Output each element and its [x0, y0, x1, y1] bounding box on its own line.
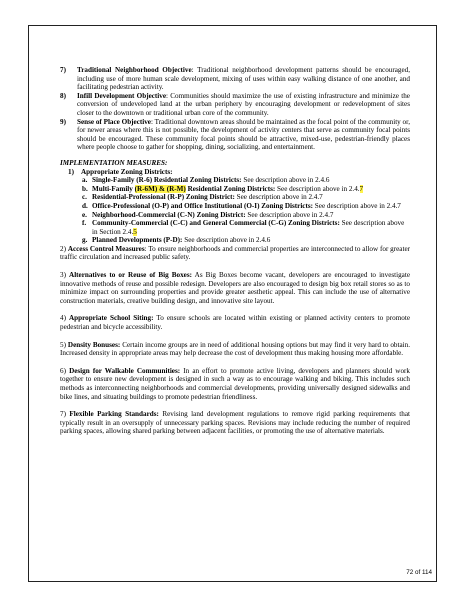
item-text: See description above in 2.4.7	[245, 210, 334, 219]
objective-text: : Traditional neighborhood development patterns should be encouraged, including use of more human scale development, mixing of uses within easy walking distance of one another, and facilitating pedestrian activity.	[77, 66, 410, 92]
objective-title: Sense of Place Objective	[77, 117, 151, 126]
zoning-item-e	[82, 211, 410, 220]
item-letter: e.	[82, 210, 87, 219]
item-text: See description above in 2.4.7	[234, 193, 323, 202]
objective-9	[60, 118, 410, 152]
measure-number: 5)	[60, 340, 66, 349]
zoning-item-f	[82, 219, 410, 236]
measure-title: Access Control Measures	[67, 244, 145, 253]
page-number: 72 of 114	[406, 569, 432, 576]
measure-title: Alternatives to or Reuse of Big Boxes:	[69, 271, 192, 280]
measure-title: Flexible Parking Standards:	[69, 410, 159, 419]
item-title: Residential-Professional (R-P) Zoning District:	[92, 193, 235, 202]
measure-title: Density Bonuses:	[67, 340, 121, 349]
item-text: See description above in 2.4.6	[182, 236, 271, 245]
objective-text: : Traditional downtown areas should be maintained as the focal point of the community or, for newer areas where this is not possible, the development of activity centers that serve as community focal points should be encouraged. These community focal points should be attractive, mixed-use, pedestrian-friendly places where people choose to gather for shopping, dining, socializing, and entertainment.	[77, 117, 410, 152]
measure-1-heading	[68, 168, 410, 177]
objective-number: 9)	[60, 117, 66, 126]
item-letter: d.	[82, 201, 88, 210]
measure-2	[60, 245, 410, 262]
item-letter: a.	[82, 176, 88, 185]
zoning-item-c	[82, 193, 410, 202]
objective-title: Traditional Neighborhood Objective	[77, 66, 192, 74]
measure-4	[60, 314, 410, 331]
measure-title: Appropriate School Siting:	[68, 314, 154, 323]
measure-number: 1)	[68, 167, 74, 176]
measure-text: Certain income groups are in need of additional housing options but may find it very hard to obtain. Increased density in appropriate areas may help decrease the cost of development thus making housing more affordable.	[60, 340, 410, 358]
measure-title: Appropriate Zoning Districts:	[81, 167, 173, 176]
item-text: See description above in Section 2.4.	[92, 219, 405, 236]
item-letter: f.	[82, 219, 87, 228]
document-body	[60, 66, 410, 443]
item-title: Community-Commercial (C-C) and General Commercial (C-G) Zoning Districts:	[92, 219, 340, 228]
highlighted-zoning-codes: (R-6M) & (R-M)	[134, 184, 186, 193]
item-title: Neighborhood-Commercial (C-N) Zoning District:	[92, 210, 246, 219]
item-title: Office-Professional (O-P) and Office Institutional (O-I) Zoning Districts:	[92, 201, 314, 210]
item-letter: c.	[82, 193, 87, 202]
measure-3	[60, 271, 410, 305]
objective-text: : Communities should maximize the use of existing infrastructure and minimize the conversion of undeveloped land at the urban periphery by encouraging development or redevelopment of sites closer to the downtown or traditional urban core of the community.	[77, 91, 410, 117]
measure-text: To ensure schools are located within existing or planned activity centers to promote pedestrian and bicycle accessibility.	[60, 314, 410, 332]
measure-text: In an effort to promote active living, developers and planners should work together to ensure new development is designed in such a way as to encourage walking and biking. This includes such methods as interconnecting neighborhoods and commercial developments, providing universally designed sidewalks and bike lines, and situating buildings to promote pedestrian friendliness.	[60, 366, 410, 401]
measure-5	[60, 341, 410, 358]
item-text: See description above in 2.4.6	[241, 176, 330, 185]
objective-7	[60, 66, 410, 92]
measure-number: 2)	[60, 244, 66, 253]
item-text: See description above in 2.4.	[275, 184, 360, 193]
objective-8	[60, 92, 410, 118]
implementation-heading: IMPLEMENTATION MEASURES:	[60, 158, 168, 167]
measure-number: 4)	[60, 314, 66, 323]
item-text: See description above in 2.4.7	[313, 201, 401, 210]
zoning-item-a	[82, 176, 410, 185]
zoning-item-g	[82, 236, 410, 245]
measure-title: Design for Walkable Communities:	[69, 366, 181, 375]
objective-number: 7)	[60, 66, 66, 74]
item-letter: b.	[82, 184, 88, 193]
measure-6	[60, 367, 410, 401]
highlighted-section-digit: 7	[359, 184, 364, 193]
measure-number: 3)	[60, 271, 66, 280]
item-title-end: Residential Zoning Districts:	[185, 184, 276, 193]
item-letter: g.	[82, 236, 88, 245]
measure-number: 6)	[60, 366, 66, 375]
zoning-item-b	[82, 185, 410, 194]
measure-text: As Big Boxes become vacant, developers are encouraged to investigate innovative methods of reuse and possible redesign. Developers are also encouraged to design big box retail stores so as to minimize impact on surrounding properties and provide greater aesthetic appeal. This can include the use of alternative construction materials, creative building design, and innovative site layout.	[60, 271, 410, 305]
measure-number: 7)	[60, 410, 66, 419]
measure-text: : To ensure neighborhoods and commercial properties are interconnected to allow for greater traffic circulation and increased public safety.	[60, 244, 410, 262]
highlighted-section-digit: 5	[133, 227, 137, 236]
objective-title: Infill Development Objective	[77, 91, 167, 100]
measure-text: Revising land development regulations to remove rigid parking requirements that typically result in an oversupply of unnecessary parking spaces. Revisions may include reducing the number of required parking spaces, allowing shared parking between adjacent facilities, or promoting the use of alternative materials.	[60, 410, 410, 436]
zoning-item-d	[82, 202, 410, 211]
item-title: Single-Family (R-6) Residential Zoning Districts:	[92, 176, 242, 185]
objective-number: 8)	[60, 91, 66, 100]
measure-7	[60, 410, 410, 436]
item-title: Planned Developments (P-D):	[92, 236, 183, 245]
item-title-start: Multi-Family	[92, 184, 135, 193]
